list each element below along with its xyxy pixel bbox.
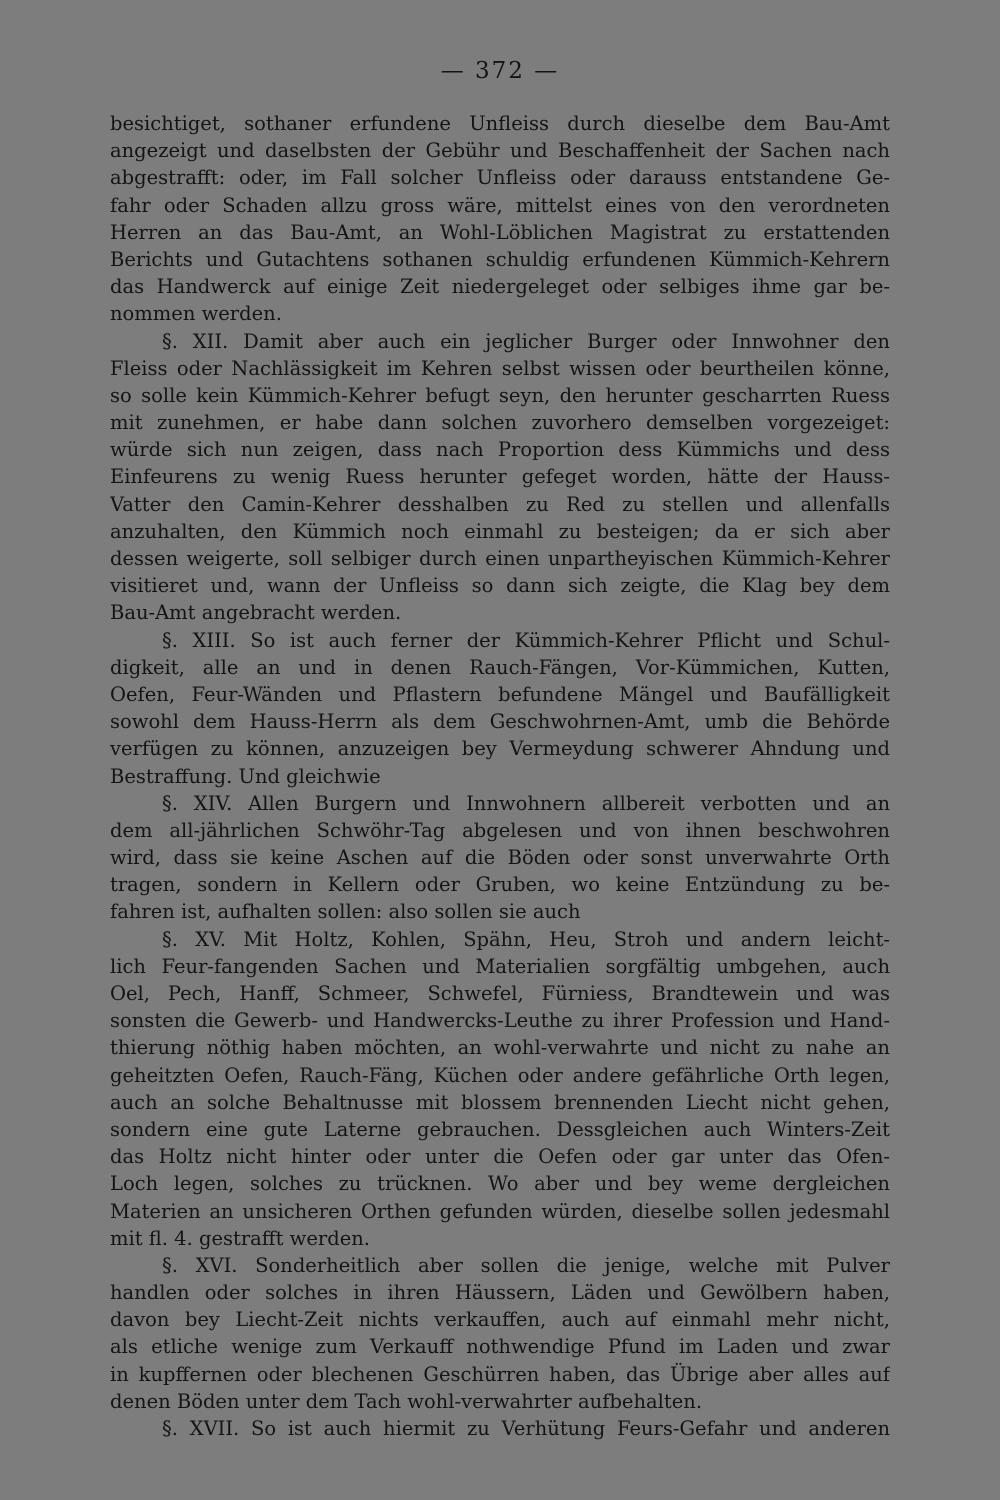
text-line: §. XV. Mit Holtz, Kohlen, Spähn, Heu, Stroh und andern leicht- bbox=[162, 927, 890, 951]
text-line: mit zunehmen, er habe dann solchen zuvorhero demselben vorgezeiget: bbox=[110, 411, 890, 435]
text-line: besichtiget, sothaner erfundene Unfleiss durch dieselbe dem Bau-Amt bbox=[110, 112, 890, 135]
text-line: abgestrafft: oder, im Fall solcher Unfleiss oder darauss entstandene Ge- bbox=[110, 166, 890, 190]
page-number: — 372 — bbox=[440, 58, 560, 84]
text-line: dem all-jährlichen Schwöhr-Tag abgelesen und von ihnen beschwohren bbox=[110, 818, 890, 842]
text-line: Herren an das Bau-Amt, an Wohl-Löblichen Magistrat zu erstattenden bbox=[110, 220, 890, 244]
text-line: angezeigt und daselbsten der Gebühr und Beschaffenheit der Sachen nach bbox=[110, 139, 890, 163]
text-line: würde sich nun zeigen, dass nach Proportion dess Kümmichs und dess bbox=[110, 438, 890, 462]
text-line: lich Feur-fangenden Sachen und Materialien sorgfältig umbgehen, auch bbox=[110, 954, 890, 978]
text-line: wird, dass sie keine Aschen auf die Böden oder sonst unverwahrte Orth bbox=[110, 846, 890, 870]
text-line: als etliche wenige zum Verkauff nothwendige Pfund im Laden und zwar bbox=[110, 1335, 890, 1359]
text-line: dessen weigerte, soll selbiger durch einen unpartheyischen Kümmich-Kehrer bbox=[110, 547, 890, 570]
text-line: sondern eine gute Laterne gebrauchen. Dessgleichen auch Winters-Zeit bbox=[110, 1117, 890, 1141]
text-line: so solle kein Kümmich-Kehrer befugt seyn, den herunter gescharrten Ruess bbox=[110, 383, 890, 407]
text-line: nommen werden. bbox=[110, 302, 282, 326]
text-line: Oefen, Feur-Wänden und Pflastern befundene Mängel und Baufälligkeit bbox=[110, 682, 890, 706]
text-line: thierung nöthig haben möchten, an wohl-verwahrte und nicht zu nahe an bbox=[110, 1036, 890, 1060]
text-line: fahr oder Schaden allzu gross wäre, mittelst eines von den verordneten bbox=[110, 193, 890, 217]
body-text bbox=[110, 110, 890, 1442]
text-line: Oel, Pech, Hanff, Schmeer, Schwefel, Fürniess, Brandtewein und was bbox=[110, 982, 890, 1005]
text-line: davon bey Liecht-Zeit nichts verkauffen, auch auf einmahl mehr nicht, bbox=[110, 1308, 890, 1332]
text-line: §. XVII. So ist auch hiermit zu Verhütung Feurs-Gefahr und anderen bbox=[162, 1417, 890, 1440]
text-line: das Handwerck auf einige Zeit niedergeleget oder selbiges ihme gar be- bbox=[110, 275, 890, 299]
text-line: Bau-Amt angebracht werden. bbox=[110, 601, 402, 625]
text-line: verfügen zu können, anzuzeigen bey Vermeydung schwerer Ahndung und bbox=[110, 737, 890, 761]
text-line: handlen oder solches in ihren Häussern, Läden und Gewölbern haben, bbox=[110, 1281, 890, 1305]
text-line: Berichts und Gutachtens sothanen schuldig erfundenen Kümmich-Kehrern bbox=[110, 247, 890, 271]
text-line: denen Böden unter dem Tach wohl-verwahrter aufbehalten. bbox=[110, 1389, 703, 1413]
text-line: Einfeurens zu wenig Ruess herunter gefeget worden, hätte der Hauss- bbox=[110, 465, 890, 489]
text-line: Bestraffung. Und gleichwie bbox=[110, 764, 381, 788]
text-line: Loch legen, solches zu trücknen. Wo aber und bey weme dergleichen bbox=[110, 1172, 890, 1196]
text-line: §. XVI. Sonderheitlich aber sollen die jenige, welche mit Pulver bbox=[162, 1253, 890, 1277]
text-line: sowohl dem Hauss-Herrn als dem Geschwohrnen-Amt, umb die Behörde bbox=[110, 710, 890, 734]
text-line: in kupffernen oder blechenen Geschürren haben, das Übrige aber alles auf bbox=[110, 1362, 890, 1386]
text-line: anzuhalten, den Kümmich noch einmahl zu besteigen; da er sich aber bbox=[110, 519, 890, 543]
text-line: sonsten die Gewerb- und Handwercks-Leuthe zu ihrer Profession und Hand- bbox=[110, 1009, 890, 1033]
text-line: auch an solche Behaltnusse mit blossem brennenden Liecht nicht gehen, bbox=[110, 1090, 890, 1114]
text-line: §. XII. Damit aber auch ein jeglicher Burger oder Innwohner den bbox=[162, 329, 890, 353]
text-line: tragen, sondern in Kellern oder Gruben, wo keine Entzündung zu be- bbox=[110, 873, 890, 897]
text-line: Fleiss oder Nachlässigkeit im Kehren selbst wissen oder beurtheilen könne, bbox=[110, 356, 890, 380]
text-line: §. XIII. So ist auch ferner der Kümmich-Kehrer Pflicht und Schul- bbox=[162, 628, 890, 652]
text-line: Materien an unsicheren Orthen gefunden würden, dieselbe sollen jedesmahl bbox=[110, 1199, 890, 1223]
text-line: mit fl. 4. gestrafft werden. bbox=[110, 1226, 371, 1250]
text-line: digkeit, alle an und in denen Rauch-Fängen, Vor-Kümmichen, Kutten, bbox=[110, 655, 890, 679]
text-line: das Holtz nicht hinter oder unter die Oefen oder gar unter das Ofen- bbox=[110, 1145, 890, 1169]
text-line: §. XIV. Allen Burgern und Innwohnern allbereit verbotten und an bbox=[162, 791, 890, 815]
text-line: geheitzten Oefen, Rauch-Fäng, Küchen oder andere gefährliche Orth legen, bbox=[110, 1063, 890, 1087]
text-line: Vatter den Camin-Kehrer desshalben zu Red zu stellen und allenfalls bbox=[110, 492, 890, 516]
text-line: visitieret und, wann der Unfleiss so dann sich zeigte, die Klag bey dem bbox=[110, 574, 890, 598]
text-line: fahren ist, aufhalten sollen: also sollen sie auch bbox=[110, 900, 581, 924]
